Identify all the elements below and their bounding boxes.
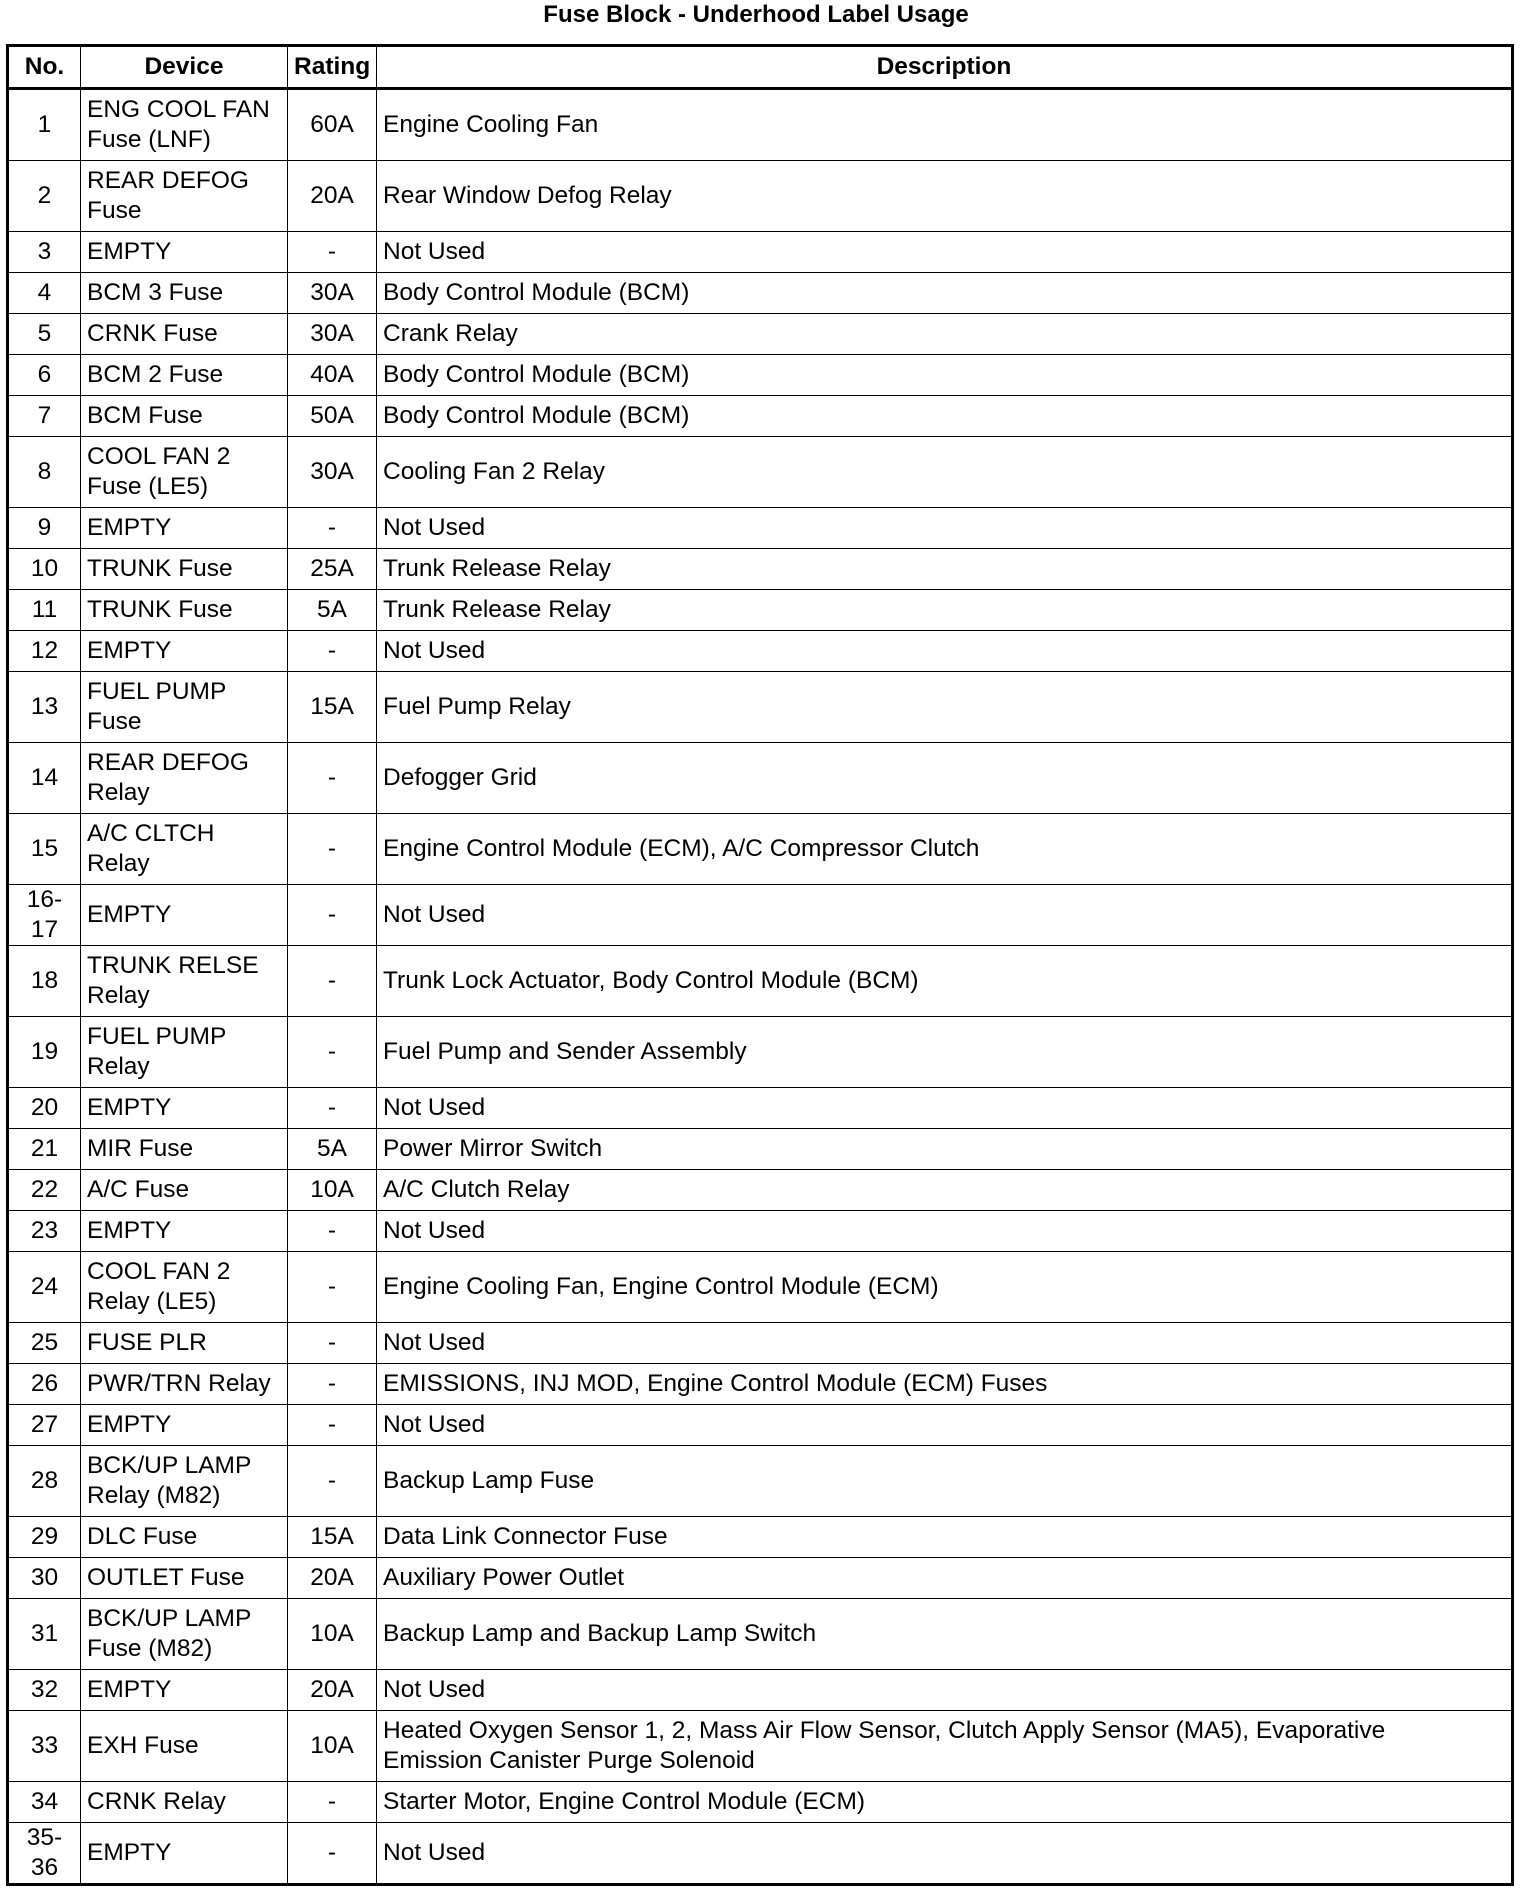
cell-no: 26 [8, 1364, 81, 1405]
cell-no: 18 [8, 946, 81, 1017]
cell-rating: - [288, 885, 377, 946]
cell-description [377, 396, 1513, 437]
cell-no: 30 [8, 1558, 81, 1599]
cell-rating: 50A [288, 396, 377, 437]
description-line: Trunk Release Relay [383, 555, 611, 582]
cell-rating: - [288, 1323, 377, 1364]
cell-device [81, 1211, 288, 1252]
description-line: Not Used [383, 1094, 486, 1121]
description-line: A/C Clutch Relay [383, 1176, 570, 1203]
cell-description [377, 89, 1513, 161]
cell-rating: 30A [288, 314, 377, 355]
cell-rating: 5A [288, 1129, 377, 1170]
cell-rating: - [288, 1446, 377, 1517]
cell-device [81, 1599, 288, 1670]
device-line: EMPTY [87, 238, 172, 265]
cell-description [377, 1170, 1513, 1211]
description-line: Crank Relay [383, 320, 518, 347]
cell-description [377, 161, 1513, 232]
cell-no: 7 [8, 396, 81, 437]
cell-no: 32 [8, 1670, 81, 1711]
cell-device [81, 885, 288, 946]
table-row [8, 590, 1513, 631]
cell-description [377, 1211, 1513, 1252]
cell-device [81, 1017, 288, 1088]
cell-description [377, 1670, 1513, 1711]
cell-rating: - [288, 1364, 377, 1405]
description-line: Not Used [383, 514, 486, 541]
description-line: Engine Cooling Fan, Engine Control Module (ECM) [383, 1273, 939, 1300]
description-line: Auxiliary Power Outlet [383, 1564, 625, 1591]
cell-no: 25 [8, 1323, 81, 1364]
device-line: TRUNK RELSE [87, 952, 259, 979]
cell-rating: 20A [288, 1670, 377, 1711]
cell-no: 6 [8, 355, 81, 396]
cell-device [81, 1446, 288, 1517]
cell-description [377, 273, 1513, 314]
cell-description [377, 1599, 1513, 1670]
cell-no: 3 [8, 232, 81, 273]
cell-rating: 15A [288, 672, 377, 743]
cell-description [377, 631, 1513, 672]
cell-description [377, 314, 1513, 355]
cell-no: 4 [8, 273, 81, 314]
device-line: DLC Fuse [87, 1523, 198, 1550]
cell-no: 22 [8, 1170, 81, 1211]
cell-description [377, 743, 1513, 814]
cell-rating: 30A [288, 437, 377, 508]
table-row [8, 355, 1513, 396]
device-line: FUEL PUMP [87, 678, 227, 705]
device-line: CRNK Relay [87, 1788, 226, 1815]
device-line: Fuse (LE5) [87, 473, 209, 500]
table-row [8, 1252, 1513, 1323]
cell-no: 20 [8, 1088, 81, 1129]
cell-no: 14 [8, 743, 81, 814]
description-line: Power Mirror Switch [383, 1135, 603, 1162]
table-row [8, 1364, 1513, 1405]
table-row [8, 1517, 1513, 1558]
device-line: BCK/UP LAMP [87, 1452, 252, 1479]
description-line: Trunk Lock Actuator, Body Control Module (BCM) [383, 967, 919, 994]
table-row [8, 1823, 1513, 1885]
cell-rating: - [288, 508, 377, 549]
device-line: BCM 2 Fuse [87, 361, 224, 388]
cell-device [81, 1252, 288, 1323]
cell-no: 8 [8, 437, 81, 508]
table-row [8, 1088, 1513, 1129]
cell-no: 27 [8, 1405, 81, 1446]
cell-description [377, 549, 1513, 590]
cell-device [81, 355, 288, 396]
description-line: Backup Lamp Fuse [383, 1467, 595, 1494]
cell-rating: - [288, 232, 377, 273]
device-line: TRUNK Fuse [87, 596, 233, 623]
cell-description [377, 508, 1513, 549]
cell-device [81, 1129, 288, 1170]
table-row [8, 885, 1513, 946]
cell-description [377, 1446, 1513, 1517]
description-line: Body Control Module (BCM) [383, 279, 690, 306]
description-line: Body Control Module (BCM) [383, 402, 690, 429]
table-header [8, 46, 1513, 89]
description-line: Defogger Grid [383, 764, 537, 791]
cell-rating: - [288, 743, 377, 814]
table-row [8, 1323, 1513, 1364]
device-line: COOL FAN 2 [87, 443, 231, 470]
cell-rating: 5A [288, 590, 377, 631]
cell-device [81, 1711, 288, 1782]
table-row [8, 1711, 1513, 1782]
cell-description [377, 1558, 1513, 1599]
table-row [8, 631, 1513, 672]
cell-device [81, 1517, 288, 1558]
cell-rating: 40A [288, 355, 377, 396]
cell-device [81, 437, 288, 508]
page-title: Fuse Block - Underhood Label Usage [543, 1, 969, 28]
cell-device [81, 1823, 288, 1885]
table-row [8, 89, 1513, 161]
device-line: REAR DEFOG [87, 167, 249, 194]
cell-no: 5 [8, 314, 81, 355]
cell-description [377, 1782, 1513, 1823]
cell-description [377, 1088, 1513, 1129]
cell-description [377, 1017, 1513, 1088]
cell-rating: 20A [288, 161, 377, 232]
table-row [8, 814, 1513, 885]
description-line: Body Control Module (BCM) [383, 361, 690, 388]
table-row [8, 437, 1513, 508]
device-line: EMPTY [87, 637, 172, 664]
table-row [8, 1129, 1513, 1170]
header-device: Device [81, 46, 288, 89]
cell-device [81, 1782, 288, 1823]
cell-device [81, 1670, 288, 1711]
cell-no: 10 [8, 549, 81, 590]
description-line: Heated Oxygen Sensor 1, 2, Mass Air Flow Sensor, Clutch Apply Sensor (MA5), Evaporative [383, 1717, 1386, 1744]
table-row [8, 1017, 1513, 1088]
cell-device [81, 946, 288, 1017]
cell-device [81, 814, 288, 885]
cell-description [377, 1517, 1513, 1558]
cell-device [81, 232, 288, 273]
description-line: Starter Motor, Engine Control Module (ECM) [383, 1788, 866, 1815]
table-row [8, 743, 1513, 814]
table-row [8, 549, 1513, 590]
device-line: BCM 3 Fuse [87, 279, 224, 306]
table-row [8, 946, 1513, 1017]
cell-no: 11 [8, 590, 81, 631]
description-line: Rear Window Defog Relay [383, 182, 672, 209]
table-row [8, 672, 1513, 743]
cell-description [377, 1823, 1513, 1885]
cell-device [81, 1323, 288, 1364]
description-line: Not Used [383, 1329, 486, 1356]
cell-rating: - [288, 1252, 377, 1323]
cell-device [81, 508, 288, 549]
cell-device [81, 672, 288, 743]
device-line: Relay [87, 1053, 150, 1080]
cell-description [377, 1129, 1513, 1170]
device-line: Fuse [87, 708, 142, 735]
description-line: EMISSIONS, INJ MOD, Engine Control Module (ECM) Fuses [383, 1370, 1048, 1397]
cell-rating: - [288, 1017, 377, 1088]
cell-rating: 20A [288, 1558, 377, 1599]
table-row [8, 1558, 1513, 1599]
cell-device [81, 161, 288, 232]
table-row [8, 1670, 1513, 1711]
cell-rating: - [288, 1088, 377, 1129]
table-row [8, 314, 1513, 355]
device-line: COOL FAN 2 [87, 1258, 231, 1285]
cell-device [81, 396, 288, 437]
description-line: Data Link Connector Fuse [383, 1523, 668, 1550]
cell-description [377, 1405, 1513, 1446]
description-line: Not Used [383, 901, 486, 928]
cell-rating: 30A [288, 273, 377, 314]
cell-rating: - [288, 631, 377, 672]
cell-rating: - [288, 814, 377, 885]
cell-no: 28 [8, 1446, 81, 1517]
cell-description [377, 1252, 1513, 1323]
cell-no: 16-17 [8, 885, 81, 946]
cell-description [377, 672, 1513, 743]
device-line: Relay [87, 982, 150, 1009]
cell-device [81, 1364, 288, 1405]
cell-no: 29 [8, 1517, 81, 1558]
cell-rating: 10A [288, 1170, 377, 1211]
cell-no: 31 [8, 1599, 81, 1670]
cell-rating: 10A [288, 1599, 377, 1670]
device-line: EMPTY [87, 1217, 172, 1244]
cell-rating: 25A [288, 549, 377, 590]
table-row [8, 1405, 1513, 1446]
cell-no: 12 [8, 631, 81, 672]
header-row [8, 46, 1513, 89]
description-line: Backup Lamp and Backup Lamp Switch [383, 1620, 817, 1647]
description-line: Not Used [383, 1411, 486, 1438]
device-line: FUSE PLR [87, 1329, 207, 1356]
table-row [8, 1211, 1513, 1252]
device-line: ENG COOL FAN [87, 96, 270, 123]
cell-rating: - [288, 1782, 377, 1823]
device-line: EMPTY [87, 1411, 172, 1438]
device-line: Relay [87, 850, 150, 877]
device-line: FUEL PUMP [87, 1023, 227, 1050]
cell-description [377, 946, 1513, 1017]
device-line: TRUNK Fuse [87, 555, 233, 582]
table-row [8, 1599, 1513, 1670]
device-line: MIR Fuse [87, 1135, 194, 1162]
cell-description [377, 355, 1513, 396]
description-line: Engine Control Module (ECM), A/C Compressor Clutch [383, 835, 980, 862]
device-line: Fuse [87, 197, 142, 224]
cell-device [81, 1170, 288, 1211]
cell-no: 23 [8, 1211, 81, 1252]
cell-no: 2 [8, 161, 81, 232]
table-row [8, 1782, 1513, 1823]
cell-description [377, 814, 1513, 885]
description-line: Fuel Pump Relay [383, 693, 571, 720]
description-line: Fuel Pump and Sender Assembly [383, 1038, 747, 1065]
device-line: EMPTY [87, 901, 172, 928]
device-line: EMPTY [87, 1676, 172, 1703]
device-line: Relay (LE5) [87, 1288, 217, 1315]
cell-device [81, 743, 288, 814]
device-line: EMPTY [87, 1839, 172, 1866]
cell-device [81, 590, 288, 631]
table-row [8, 1446, 1513, 1517]
cell-description [377, 437, 1513, 508]
cell-device [81, 273, 288, 314]
cell-no: 24 [8, 1252, 81, 1323]
device-line: Relay (M82) [87, 1482, 221, 1509]
cell-rating: - [288, 1405, 377, 1446]
cell-device [81, 631, 288, 672]
description-line: Not Used [383, 637, 486, 664]
cell-device [81, 314, 288, 355]
device-line: Relay [87, 779, 150, 806]
cell-description [377, 232, 1513, 273]
cell-rating: 15A [288, 1517, 377, 1558]
cell-device [81, 1405, 288, 1446]
cell-no: 13 [8, 672, 81, 743]
cell-no: 9 [8, 508, 81, 549]
cell-description [377, 1364, 1513, 1405]
header-rating: Rating [288, 46, 377, 89]
device-line: Fuse (M82) [87, 1635, 213, 1662]
table-row [8, 396, 1513, 437]
cell-description [377, 1711, 1513, 1782]
cell-no: 19 [8, 1017, 81, 1088]
device-line: BCM Fuse [87, 402, 203, 429]
cell-device [81, 89, 288, 161]
description-line: Not Used [383, 238, 486, 265]
cell-no: 34 [8, 1782, 81, 1823]
header-no: No. [8, 46, 81, 89]
device-line: EMPTY [87, 514, 172, 541]
table-row [8, 508, 1513, 549]
table-row [8, 273, 1513, 314]
header-description: Description [377, 46, 1513, 89]
description-line: Cooling Fan 2 Relay [383, 458, 605, 485]
table-row [8, 1170, 1513, 1211]
device-line: A/C Fuse [87, 1176, 190, 1203]
cell-rating: - [288, 1823, 377, 1885]
cell-no: 21 [8, 1129, 81, 1170]
device-line: EXH Fuse [87, 1732, 199, 1759]
fuse-table [6, 44, 1514, 1886]
cell-rating: - [288, 1211, 377, 1252]
device-line: PWR/TRN Relay [87, 1370, 271, 1397]
device-line: A/C CLTCH [87, 820, 215, 847]
description-line: Engine Cooling Fan [383, 111, 599, 138]
cell-device [81, 549, 288, 590]
cell-no: 15 [8, 814, 81, 885]
device-line: CRNK Fuse [87, 320, 218, 347]
cell-device [81, 1088, 288, 1129]
device-line: EMPTY [87, 1094, 172, 1121]
device-line: Fuse (LNF) [87, 126, 211, 153]
cell-description [377, 885, 1513, 946]
description-line: Not Used [383, 1676, 486, 1703]
cell-description [377, 1323, 1513, 1364]
description-line: Trunk Release Relay [383, 596, 611, 623]
cell-no: 33 [8, 1711, 81, 1782]
table-row [8, 232, 1513, 273]
table-body [8, 89, 1513, 1885]
description-line: Not Used [383, 1839, 486, 1866]
device-line: BCK/UP LAMP [87, 1605, 252, 1632]
cell-no: 1 [8, 89, 81, 161]
cell-rating: 60A [288, 89, 377, 161]
table-row [8, 161, 1513, 232]
description-line: Emission Canister Purge Solenoid [383, 1747, 755, 1774]
description-line: Not Used [383, 1217, 486, 1244]
cell-rating: - [288, 946, 377, 1017]
device-line: REAR DEFOG [87, 749, 249, 776]
device-line: OUTLET Fuse [87, 1564, 245, 1591]
cell-description [377, 590, 1513, 631]
cell-no: 35-36 [8, 1823, 81, 1885]
cell-rating: 10A [288, 1711, 377, 1782]
cell-device [81, 1558, 288, 1599]
